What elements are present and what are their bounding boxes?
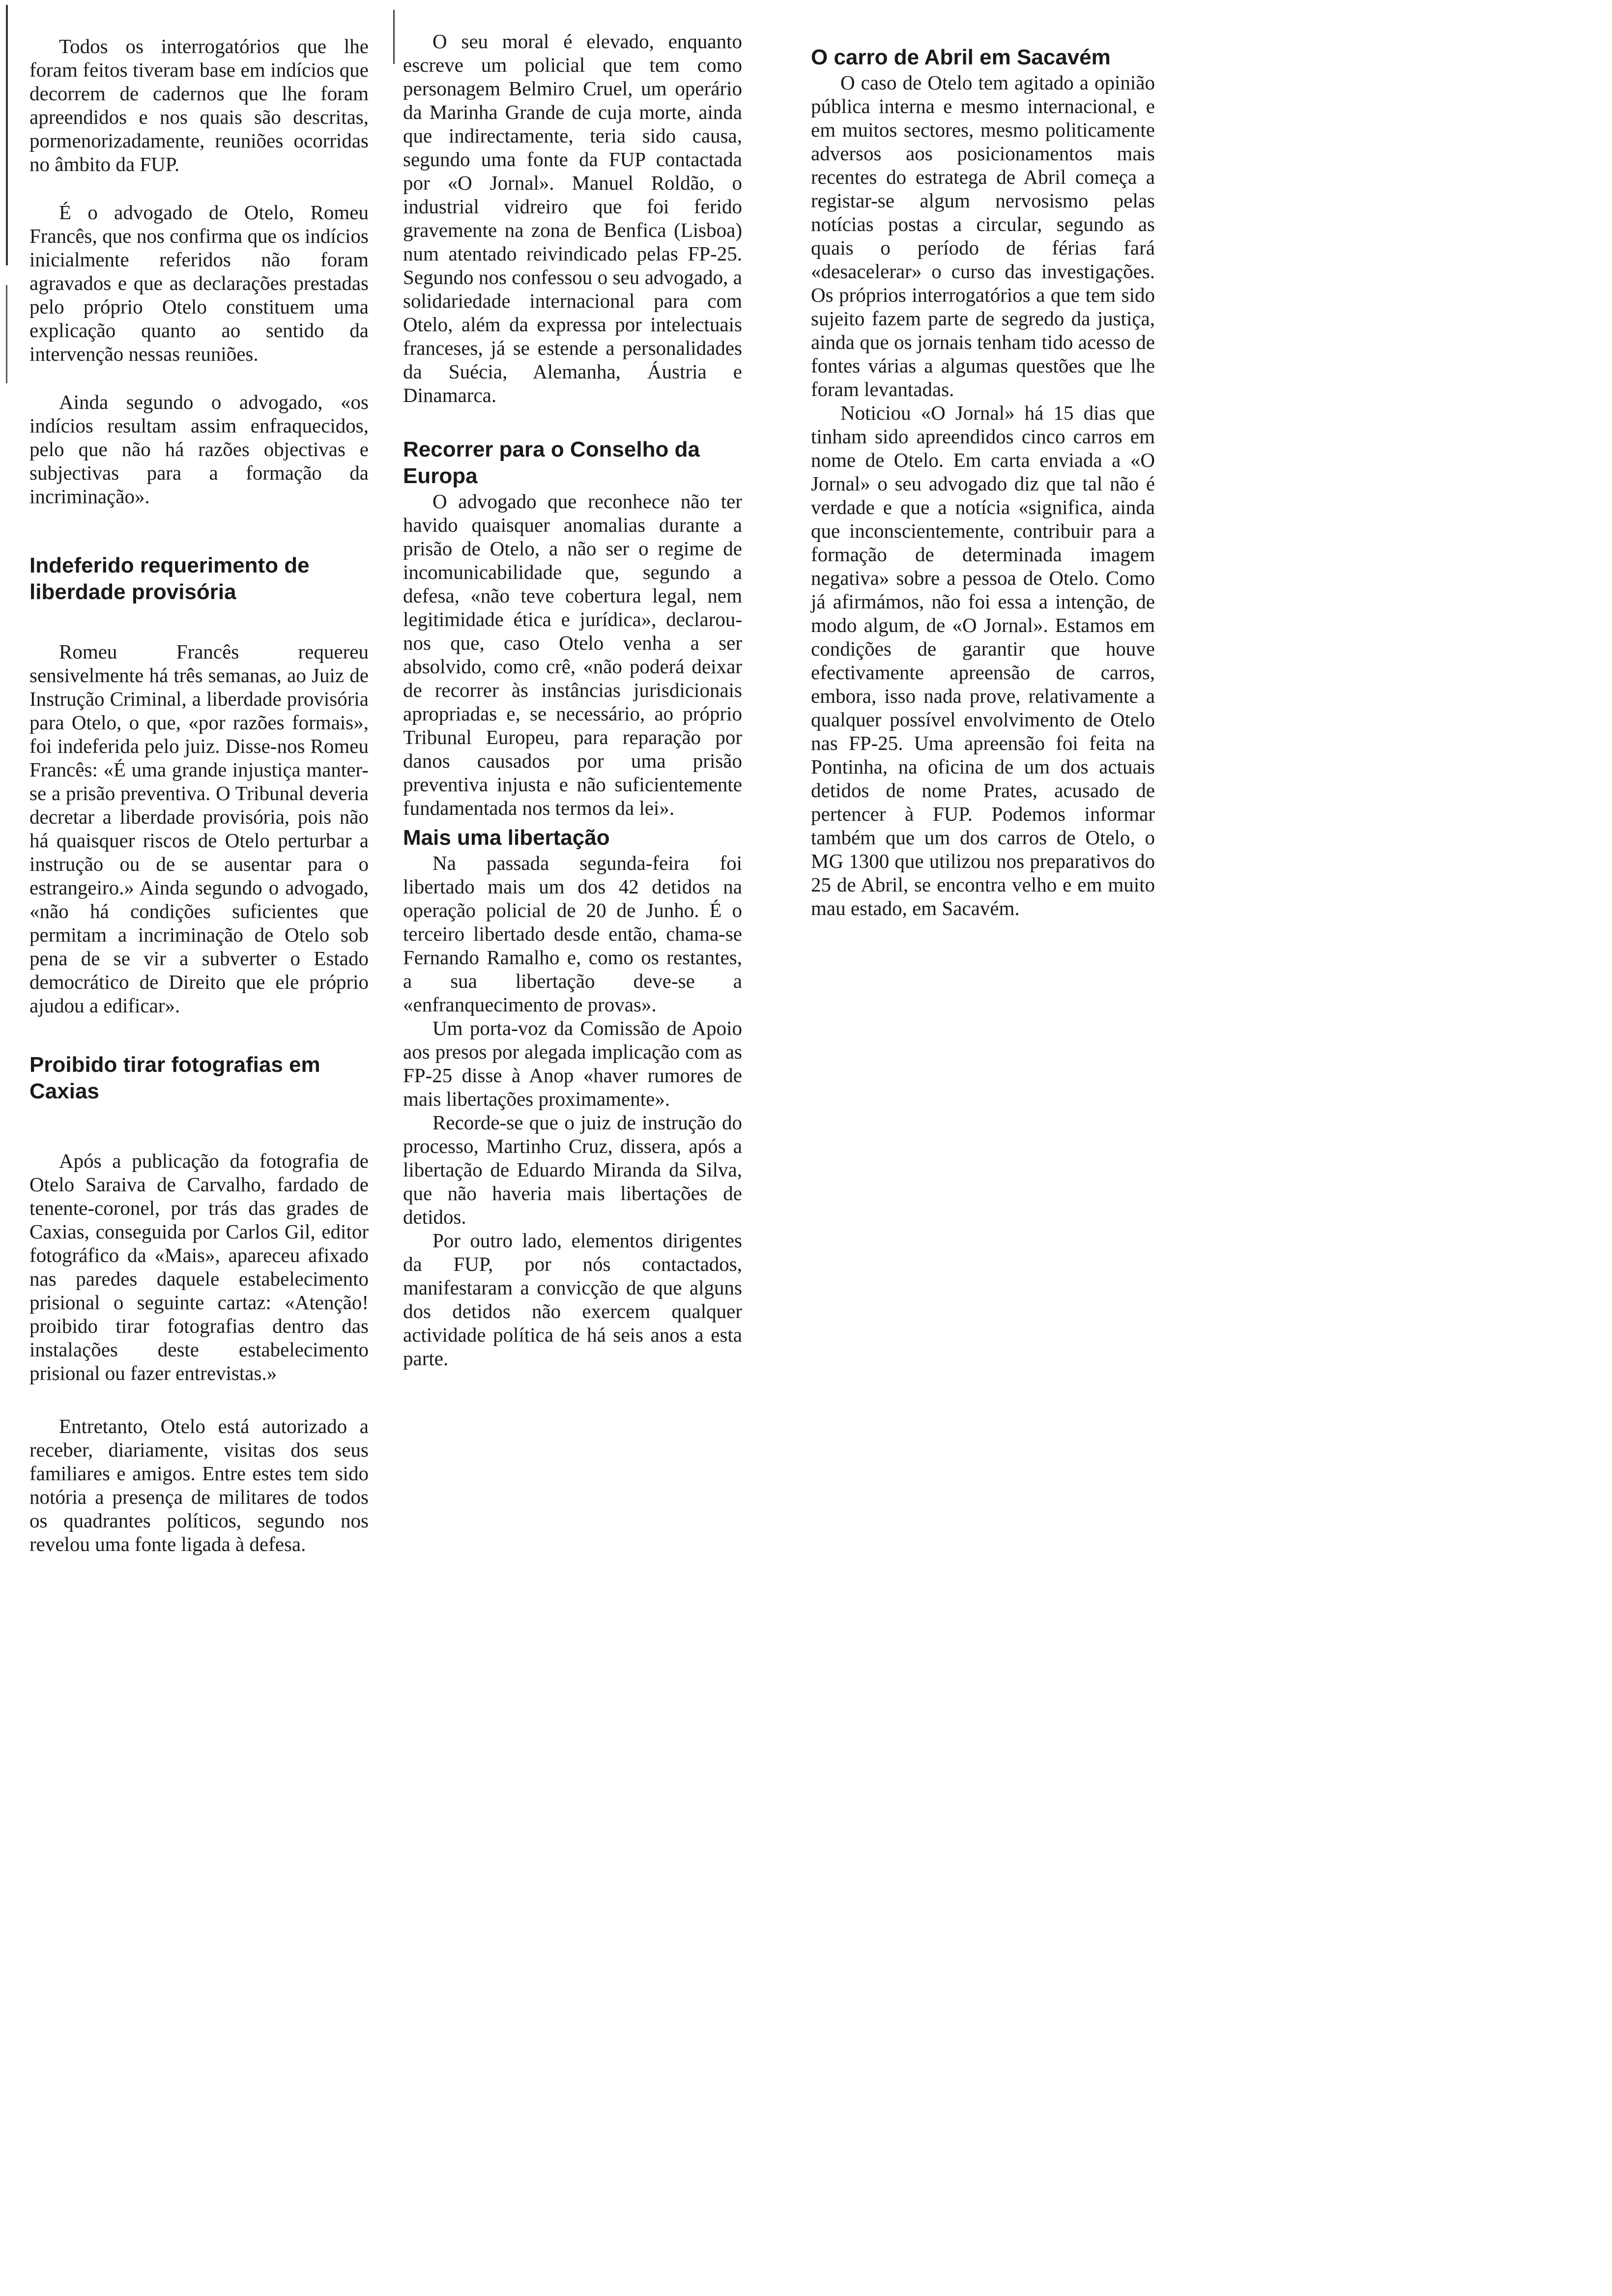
column-rule — [393, 10, 395, 64]
paragraph: Romeu Francês requereu sensivelmente há três semanas, ao Juiz de Instrução Criminal, a liberdade provisória para Otelo, o que, «por razões formais», foi indeferida pelo juiz. Disse-nos Romeu Francês: «É uma grande injustiça manter-se a prisão preventiva. O Tribunal deveria decretar a liberdade provisória, pois não há quaisquer riscos de Otelo perturbar a instrução ou de se ausentar para o estrangeiro.» Ainda segundo o advogado, «não há condições suficientes que permitam a incriminação de Otelo sob pena de se vir a subverter o Estado democrático de Direito que ele próprio ajudou a edificar». — [29, 640, 369, 1017]
section-heading: O carro de Abril em Sacavém — [811, 45, 1111, 69]
paragraph: Um porta-voz da Comissão de Apoio aos presos por alegada implicação com as FP-25 disse à Anop «haver rumores de mais libertações proximamente». — [403, 1017, 742, 1110]
section-heading: Mais uma libertação — [403, 826, 610, 850]
paragraph: Por outro lado, elementos dirigentes da FUP, por nós contactados, manifestaram a convicção de que alguns dos detidos não exercem qualquer actividade política de há seis anos a esta parte. — [403, 1229, 742, 1370]
column-rule — [6, 5, 8, 265]
paragraph: Noticiou «O Jornal» há 15 dias que tinham sido apreendidos cinco carros em nome de Otelo. Em carta enviada a «O Jornal» o seu advogado diz que tal não é verdade e que a notícia «significa, ainda que inconscientemente, contribuir para a formação de determinada imagem negativa» sobre a pessoa de Otelo. Como já afirmámos, não foi essa a intenção, de modo algum, de «O Jornal». Estamos em condições de garantir que houve efectivamente apreensão de carros, embora, isso nada prove, relativamente a qualquer possível envolvimento de Otelo nas FP-25. Uma apreensão foi feita na Pontinha, na oficina de um dos actuais detidos de nome Prates, acusado de pertencer à FUP. Podemos informar também que um dos carros de Otelo, o MG 1300 que utilizou nos preparativos do 25 de Abril, se encontra velho e em muito mau estado, em Sacavém. — [811, 402, 1155, 919]
paragraph: Todos os interrogatórios que lhe foram feitos tiveram base em indícios que decorrem de cadernos que lhe foram apreendidos e nos quais são descritas, pormenorizadamente, reuniões ocorridas no âmbito da FUP. — [29, 35, 369, 175]
section-heading: Recorrer para o Conselho da Europa — [403, 437, 700, 488]
paragraph: O seu moral é elevado, enquanto escreve um policial que tem como personagem Belmiro Cruel, um operário da Marinha Grande de cuja morte, ainda que indirectamente, teria sido causa, segundo uma fonte da FUP contactada por «O Jornal». Manuel Roldão, o industrial vidreiro que foi ferido gravemente na zona de Benfica (Lisboa) num atentado reivindicado pelas FP-25. Segundo nos confessou o seu advogado, a solidariedade internacional para com Otelo, além da expressa por intelectuais franceses, já se estende a personalidades da Suécia, Alemanha, Áustria e Dinamarca. — [403, 30, 742, 406]
section-heading: Proibido tirar fotografias em Caxias — [29, 1053, 320, 1103]
paragraph: Entretanto, Otelo está autorizado a receber, diariamente, visitas dos seus familiares e amigos. Entre estes tem sido notória a presença de militares de todos os quadrantes políticos, segundo nos revelou uma fonte ligada à defesa. — [29, 1415, 369, 1555]
paragraph: É o advogado de Otelo, Romeu Francês, que nos confirma que os indícios inicialmente referidos não foram agravados e que as declarações prestadas pelo próprio Otelo constituem uma explicação quanto ao sentido da intervenção nessas reuniões. — [29, 201, 369, 365]
paragraph: Na passada segunda-feira foi libertado mais um dos 42 detidos na operação policial de 20 de Junho. É o terceiro libertado desde então, chama-se Fernando Ramalho e, como os restantes, a sua libertação deve-se a «enfranquecimento de provas». — [403, 852, 742, 1016]
section-heading: Indeferido requerimento de liberdade provisória — [29, 553, 310, 604]
paragraph: Ainda segundo o advogado, «os indícios resultam assim enfraquecidos, pelo que não há razões objectivas e subjectivas para a formação da incriminação». — [29, 391, 369, 508]
paragraph: Recorde-se que o juiz de instrução do processo, Martinho Cruz, dissera, após a libertação de Eduardo Miranda da Silva, que não haveria mais libertações de detidos. — [403, 1111, 742, 1228]
paragraph: O caso de Otelo tem agitado a opinião pública interna e mesmo internacional, e em muitos sectores, mesmo politicamente adversos aos posicionamentos mais recentes do estratega de Abril começa a registar-se algum nervosismo pelas notícias postas a circular, segundo as quais o período de férias fará «desacelerar» o curso das investigações. Os próprios interrogatórios a que tem sido sujeito fazem parte de segredo da justiça, ainda que os jornais tenham tido acesso de fontes várias a algumas questões que lhe foram levantadas. — [811, 71, 1155, 401]
paragraph: O advogado que reconhece não ter havido quaisquer anomalias durante a prisão de Otelo, a não ser o regime de incomunicabilidade que, segundo a defesa, «não teve cobertura legal, nem legitimidade ética e jurídica», declarou-nos que, caso Otelo venha a ser absolvido, como crê, «não poderá deixar de recorrer às instâncias jurisdicionais apropriadas e, se necessário, ao próprio Tribunal Europeu, para reparação por danos causados por uma prisão preventiva injusta e não suficientemente fundamentada nos termos da lei». — [403, 490, 742, 819]
column-left — [29, 0, 369, 1556]
column-right — [811, 0, 1155, 920]
paragraph: Após a publicação da fotografia de Otelo Saraiva de Carvalho, fardado de tenente-coronel, por trás das grades de Caxias, conseguida por Carlos Gil, editor fotográfico da «Mais», apareceu afixado nas paredes daquele estabelecimento prisional o seguinte cartaz: «Atenção! proibido tirar fotografias dentro das instalações deste estabelecimento prisional ou fazer entrevistas.» — [29, 1149, 369, 1384]
column-rule — [6, 285, 7, 383]
column-middle — [403, 0, 742, 1370]
